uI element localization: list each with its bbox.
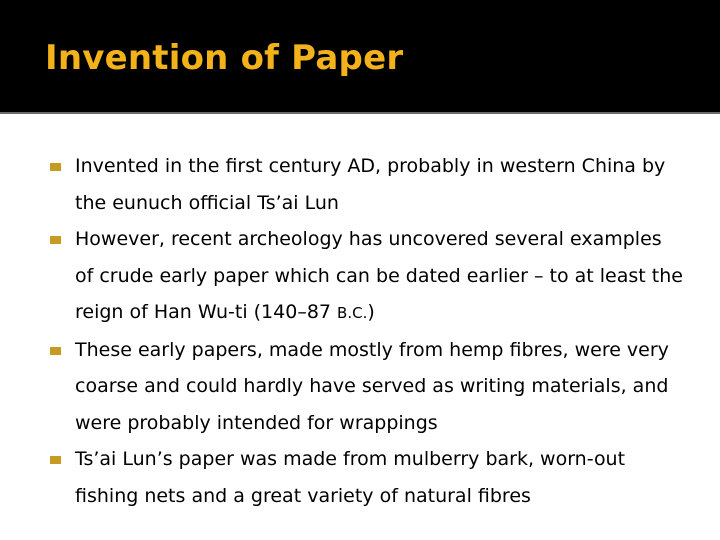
bullet-text-end: ) bbox=[367, 301, 375, 323]
bullet-item bbox=[44, 441, 684, 514]
slide-body bbox=[0, 114, 720, 540]
bullet-text: These early papers, made mostly from hemp fibres, were very coarse and could hardly have served as writing materials, and were probably intended for wrappings bbox=[75, 338, 669, 434]
bullet-text: Invented in the first century AD, probably in western China by the eunuch official Ts’ai Lun bbox=[75, 155, 666, 214]
bullet-square-icon bbox=[50, 163, 61, 171]
bullet-square-icon bbox=[50, 347, 61, 355]
bullet-square-icon bbox=[50, 456, 61, 464]
bullet-item bbox=[44, 148, 684, 221]
bullet-era-text: B.C. bbox=[337, 304, 368, 322]
bullet-list bbox=[44, 148, 684, 514]
bullet-square-icon bbox=[50, 236, 61, 244]
bullet-text: However, recent archeology has uncovered several examples of crude early paper which can be dated earlier – to at least the reign of Han Wu-ti (140–87 bbox=[75, 228, 683, 323]
bullet-item bbox=[44, 221, 684, 332]
bullet-item bbox=[44, 332, 684, 442]
title-bar bbox=[0, 0, 720, 112]
slide-title: Invention of Paper bbox=[45, 38, 404, 78]
bullet-text: Ts’ai Lun’s paper was made from mulberry bark, worn-out fishing nets and a great variety of natural fibres bbox=[75, 448, 626, 507]
